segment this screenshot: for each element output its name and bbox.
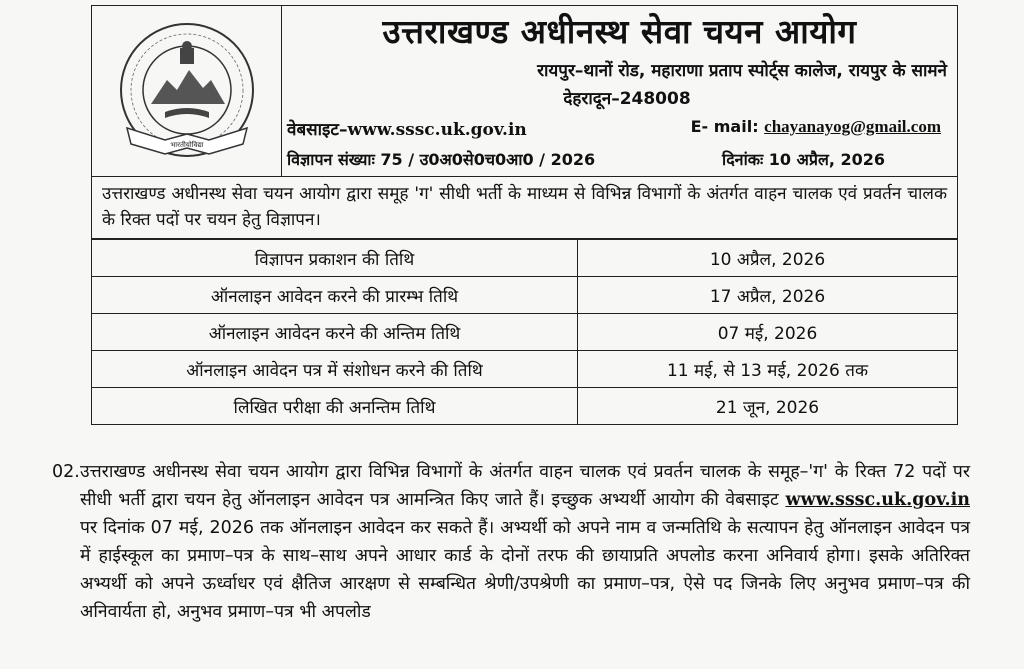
table-row	[92, 277, 958, 314]
date-label: ऑनलाइन आवेदन करने की अन्तिम तिथि	[92, 314, 578, 351]
table-row	[92, 314, 958, 351]
header-box	[91, 5, 958, 177]
date-label: ऑनलाइन आवेदन करने की प्रारम्भ तिथि	[92, 277, 578, 314]
paragraph-text-part-1: उत्तराखण्ड अधीनस्थ सेवा चयन आयोग द्वारा विभिन्न विभागों के अंतर्गत वाहन चालक एवं प्रवर्तन चालक के समूह–'ग' के रिक्त 72 पदों पर सीधी भर्ती द्वारा चयन हेतु ऑनलाइन आवेदन पत्र आमन्त्रित किए जाते हैं। इच्छुक अभ्यर्थी आयोग की वेबसाइट	[80, 462, 970, 510]
date-label: ऑनलाइन आवेदन पत्र में संशोधन करने की तिथि	[92, 351, 578, 388]
email-link[interactable]: chayanayog@gmail.com	[764, 117, 941, 136]
table-row	[92, 388, 958, 425]
logo-cell	[92, 6, 282, 176]
seal-emblem-icon	[107, 18, 267, 168]
advertisement-date: दिनांकः 10 अप्रैल, 2026	[722, 150, 885, 169]
commission-title: उत्तराखण्ड अधीनस्थ सेवा चयन आयोग	[382, 12, 857, 51]
date-value: 07 मई, 2026	[578, 314, 958, 351]
website-label: वेबसाइट–	[287, 120, 348, 140]
advertisement-number: विज्ञापन संख्याः 75 / उ0अ0से0च0आ0 / 2026	[287, 150, 596, 169]
email-line	[691, 117, 941, 137]
date-value: 21 जून, 2026	[578, 388, 958, 425]
paragraph-text	[80, 458, 970, 626]
table-row	[92, 240, 958, 277]
paragraph-number: 02.	[52, 462, 80, 482]
table-row	[92, 351, 958, 388]
date-value: 17 अप्रैल, 2026	[578, 277, 958, 314]
paragraph-text-part-2: पर दिनांक 07 मई, 2026 तक ऑनलाइन आवेदन कर सकते हैं। अभ्यर्थी को अपने नाम व जन्मतिथि के सत्यापन हेतु ऑनलाइन आवेदन पत्र में हाईस्कूल का प्रमाण–पत्र के साथ–साथ अपने आधार कार्ड के दोनों तरफ की छायाप्रति अपलोड करना अनिवार्य होगा। इसके अतिरिक्त अभ्यर्थी को अपने ऊर्ध्वाधर एवं क्षैतिज आरक्षण से सम्बन्धित श्रेणी/उपश्रेणी का प्रमाण–पत्र, ऐसे पद जिनके लिए अनुभव प्रमाण–पत्र की अनिवार्यता हो, अनुभव प्रमाण–पत्र भी अपलोड	[80, 518, 970, 622]
email-label: E- mail:	[690, 117, 765, 136]
logo-motto: भारतीयोविद्या	[170, 141, 204, 149]
address-line-1: रायपुर–थानों रोड, महाराणा प्रताप स्पोर्ट्स कालेज, रायपुर के सामने	[537, 61, 947, 81]
paragraph-02	[52, 458, 970, 626]
date-value: 10 अप्रैल, 2026	[578, 240, 958, 277]
date-value: 11 मई, से 13 मई, 2026 तक	[578, 351, 958, 388]
date-label: विज्ञापन प्रकाशन की तिथि	[92, 240, 578, 277]
website-link[interactable]: www.sssc.uk.gov.in	[347, 120, 527, 140]
intro-text: उत्तराखण्ड अधीनस्थ सेवा चयन आयोग द्वारा समूह 'ग' सीधी भर्ती के माध्यम से विभिन्न विभागों के अंतर्गत वाहन चालक एवं प्रवर्तन चालक के रिक्त पदों पर चयन हेतु विज्ञापन।	[91, 177, 958, 239]
paragraph-website-link[interactable]: www.sssc.uk.gov.in	[785, 490, 970, 510]
important-dates-table	[91, 239, 958, 425]
date-label: लिखित परीक्षा की अनन्तिम तिथि	[92, 388, 578, 425]
address-line-2: देहरादून–248008	[563, 89, 691, 109]
website-line	[287, 117, 527, 140]
